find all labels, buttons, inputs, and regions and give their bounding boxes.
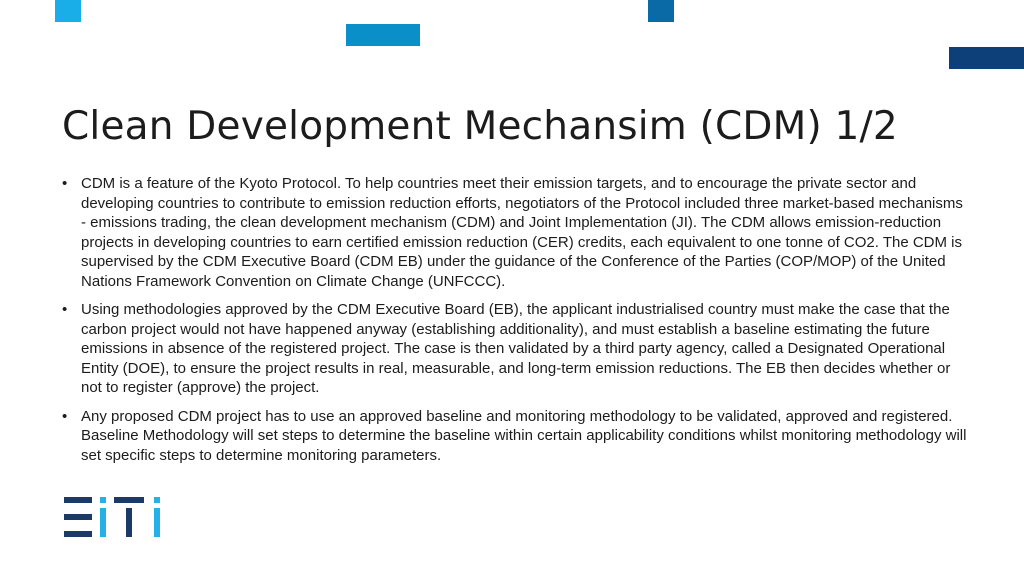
slide-title: Clean Development Mechansim (CDM) 1/2 [62, 104, 898, 149]
bullet-text: Any proposed CDM project has to use an approved baseline and monitoring methodology to be validated, approved and registered. Baseline Methodology will set steps to determine the baseline within certain applicability conditions whilst monitoring methodology will set specific steps to determine monitoring parameters. [81, 407, 967, 464]
bullet-list [62, 174, 967, 474]
eiti-logo-icon [64, 497, 172, 537]
bullet-text: Using methodologies approved by the CDM Executive Board (EB), the applicant industrialised country must make the case that the carbon project would not have happened anyway (establishing additionality), and must establish a baseline estimating the future emissions in absence of the registered project. The case is then validated by a third party agency, called a Designated Operational Entity (DOE), to ensure the project results in real, measurable, and long-term emission reductions. The EB then decides whether or not to register (approve) the project. [81, 301, 951, 396]
decorative-bar-4 [949, 47, 1024, 69]
bullet-item [62, 407, 967, 466]
decorative-bar-2 [346, 24, 420, 46]
bullet-glyph: • [62, 301, 68, 318]
bullet-text: CDM is a feature of the Kyoto Protocol. To help countries meet their emission targets, and to encourage the private sector and developing countries to contribute to emission reduction efforts, negotiators of the Protocol included three market-based mechanisms - emissions trading, the clean development mechanism (CDM) and Joint Implementation (JI). The CDM allows emission-reduction projects in developing countries to earn certified emission reduction (CER) credits, each equivalent to one tonne of CO2. The CDM is supervised by the CDM Executive Board (CDM EB) under the guidance of the Conference of the Parties (COP/MOP) of the United Nations Framework Convention on Climate Change (UNFCCC). [81, 175, 963, 290]
bullet-glyph: • [62, 407, 68, 425]
bullet-item [62, 300, 967, 398]
bullet-glyph: • [62, 175, 68, 192]
decorative-bar-3 [648, 0, 674, 22]
bullet-item [62, 174, 967, 291]
decorative-bar-1 [55, 0, 81, 22]
